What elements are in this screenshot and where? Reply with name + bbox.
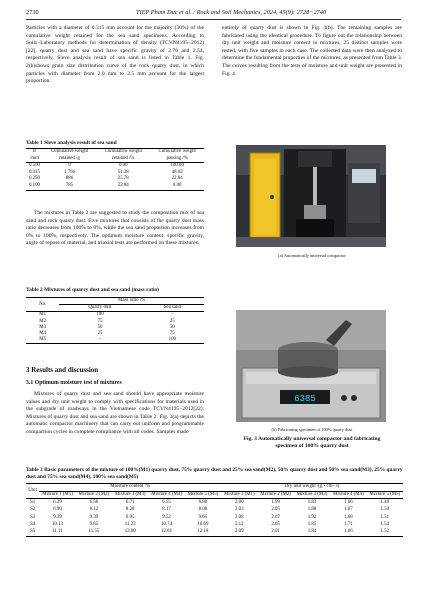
- table-cell: 6.90: [53, 507, 62, 513]
- table-cell: 1.54: [380, 522, 390, 528]
- table-cell: 75: [169, 331, 175, 337]
- table1-block: [26, 140, 204, 191]
- header-rule: [26, 19, 401, 20]
- table-cell: S2: [30, 507, 36, 513]
- table-cell: 8.17: [162, 507, 171, 513]
- table-cell: 1.85: [307, 522, 317, 528]
- table-cell: 1.51: [380, 514, 390, 520]
- table2-header: Sea sand: [163, 305, 181, 311]
- table-cell: 10.13: [51, 522, 63, 528]
- table-row: [26, 183, 204, 190]
- table-cell: 2.08: [235, 514, 244, 520]
- journal-citation: TIEP Pham Duc et al. / Rock and Soil Mechanics, 2024, 45(9): 2728−2740: [136, 9, 327, 16]
- table-cell: 22.84: [171, 176, 183, 182]
- table3-header: Mixture 3 (M3): [114, 491, 146, 497]
- table3-group-dry-weight: Dry unit weight /(g • cm−3): [221, 484, 403, 491]
- table-cell: 9.39: [53, 514, 62, 520]
- table3-block: [26, 467, 403, 537]
- table3-body: [26, 498, 403, 536]
- table3-group-moisture: Moisture content /%: [39, 484, 221, 491]
- table-cell: 12.81: [161, 529, 173, 535]
- table-cell: 1.66: [344, 529, 353, 535]
- table-row: [26, 337, 204, 344]
- table-cell: 100: [96, 312, 104, 318]
- table-cell: M4: [39, 331, 47, 337]
- table-cell: 25: [169, 318, 175, 324]
- left-column-mid: [26, 210, 204, 248]
- table-cell: 25.78: [117, 176, 129, 182]
- table-cell: 886: [65, 176, 74, 182]
- table-cell: 6.80: [198, 499, 208, 505]
- table1: [26, 148, 204, 191]
- table2: [26, 297, 204, 344]
- table-cell: S1: [30, 499, 36, 505]
- table-cell: 9.85: [89, 522, 99, 528]
- table-row: [26, 170, 204, 177]
- table-cell: S4: [30, 522, 36, 528]
- table3-header: Mixture 5 (M5): [187, 491, 219, 497]
- table-cell: 2.12: [235, 522, 244, 528]
- table-cell: 2.09: [235, 529, 244, 535]
- specimen-photo: [236, 310, 386, 422]
- table-cell: −: [98, 337, 102, 343]
- table-row: [26, 506, 403, 513]
- table2-caption: Table 2 Mixtures of quarry dust and sea sand (mass ratio): [26, 287, 159, 293]
- table-cell: 12.18: [197, 529, 209, 535]
- table-cell: 25: [97, 331, 103, 337]
- section-heading-3-1: 3.1 Optimum moisture test of mixtures: [26, 380, 122, 386]
- table-cell: 100.00: [170, 163, 184, 169]
- table-cell: 2.05: [271, 522, 280, 528]
- table-cell: 1.68: [344, 514, 353, 520]
- table-cell: 6.71: [125, 499, 135, 505]
- table-cell: 1.92: [307, 514, 317, 520]
- scale-readout: 6385: [294, 394, 316, 404]
- table-cell: 0.00: [118, 163, 128, 169]
- table-cell: 0.315: [28, 169, 40, 175]
- table-cell: 2.03: [235, 507, 244, 513]
- table3-caption: Table 3 Basic parameters of the mixture of 100%(M1) quarry dust, 75% quarry dust and 25% sea sand(M2), 50% quarry dust and 50% sea sand(M3), 25% quarry dust and 75% sea sand(M4), 100% sea sand(M5): [26, 467, 403, 481]
- table-cell: 11.55: [88, 529, 100, 535]
- paragraph-mixtures: The mixtures in Table 2 are suggested to study the composition mix of sea sand and rock quarry dust. Five mixtures that consists of the quarry dust mass ratio decreases from 100% to 0%, while the sea sand proportion increases from 0% to 100%, respectively. The optimum moisture content, specific gravity, angle of repose of material, and triaxial tests are performed on these mixtures.: [26, 210, 204, 247]
- paragraph-moisture: Mixtures of quarry dust and sea sand should have appropriate moisture values and dry unit weight to comply with specifications for materials used in the subgrade of roadways in the Vietnamese code TCVN4195−2012[22]. Mixtures of quarry dust and sea sand are shown in Table 2. Fig. 3(a) depicts the automatic compactor machinery that can carry out uniform and programmable compaction cycles in complete compliance with all codes. Samples made: [26, 391, 204, 435]
- table-cell: 50: [97, 324, 103, 330]
- table3-header: Mixture 5 (M5): [369, 491, 401, 497]
- table-row: [26, 514, 403, 521]
- table-cell: 785: [65, 182, 74, 188]
- table-cell: 0.250: [28, 176, 40, 182]
- table-cell: 0: [68, 163, 71, 169]
- table3-header: Mixture 3 (M3): [296, 491, 328, 497]
- table-cell: 9.65: [198, 514, 208, 520]
- table-cell: 1.52: [380, 529, 390, 535]
- table-cell: 1.66: [344, 499, 353, 505]
- table-cell: 10.74: [161, 522, 173, 528]
- table-cell: M2: [39, 318, 47, 324]
- compactor-illustration: [236, 145, 386, 247]
- table-cell: 6.29: [53, 499, 62, 505]
- table-cell: 22.84: [117, 182, 129, 188]
- table2-no-header: No.: [26, 298, 59, 312]
- table-cell: 9.95: [125, 514, 135, 520]
- table3-unit-header: Unit: [26, 484, 39, 498]
- table1-header: Cumulative weight passing /%: [158, 149, 196, 161]
- table-cell: 1.99: [271, 499, 280, 505]
- figure-3-caption: Fig. 3 Automatically universal compactor and fabricating specimen of 100% quarry dust: [243, 436, 381, 449]
- table-cell: 1.84: [307, 529, 317, 535]
- section-heading-3: 3 Results and discussion: [26, 366, 99, 374]
- figure-3a-caption: (a) Automatically universal compactor: [278, 253, 346, 258]
- table-cell: 0.500: [28, 163, 40, 169]
- table2-block: [26, 287, 204, 344]
- table-cell: 6.55: [162, 499, 171, 505]
- table-cell: −: [170, 312, 174, 318]
- table3: [26, 483, 403, 536]
- table-cell: 1.67: [344, 507, 353, 513]
- table-cell: 1.71: [344, 522, 353, 528]
- table-cell: 2.05: [271, 507, 280, 513]
- specimen-illustration: [236, 310, 386, 422]
- table3-header: Mixture 1 (M1): [223, 491, 255, 497]
- table-cell: 8.08: [198, 507, 208, 513]
- table3-header: Mixture 1 (M1): [42, 491, 73, 497]
- table-cell: 10.69: [197, 522, 209, 528]
- table-cell: 2.00: [235, 499, 244, 505]
- running-header: [26, 9, 401, 21]
- table1-header: Cumulative weight retained /%: [104, 149, 142, 161]
- table2-group-header: Mass ratio /%: [59, 298, 204, 305]
- table-cell: 8.12: [89, 507, 99, 513]
- figure-3b-caption: (b) Fabricating specimen of 100% quarry dust: [271, 427, 353, 432]
- table-row: [26, 176, 204, 183]
- paragraph-materials: Particles with a diameter of 0.315 mm account for the majority (30%) of the cumulative weight retained for the sea sand specimens. According to Soils−Laboratory methods for determination of density (TCVN4195−2012)[22], quarry dust and sea sand have specific gravity of 2.76 and 2.54, respectively. Sieve analysis result of sea sand is listed in Table 1. Fig. 2(b)shows grain size distribution curve of the rock quarry dust, in which particles with diameter from 2.0 mm to 2.5 mm account for the largest proportion.: [26, 25, 204, 85]
- table-cell: 11.23: [124, 522, 136, 528]
- table-cell: 9.39: [89, 514, 99, 520]
- table-cell: 2.07: [271, 514, 280, 520]
- table-cell: 1.83: [307, 499, 317, 505]
- table-cell: 8.28: [125, 507, 135, 513]
- right-column-top: [222, 25, 402, 78]
- table-cell: M1: [39, 312, 47, 318]
- table1-header: Cumulative weight retained /g: [50, 149, 89, 161]
- left-column-bottom: [26, 391, 204, 437]
- table-cell: 0.00: [172, 182, 182, 188]
- table-cell: 1.50: [380, 507, 390, 513]
- table-cell: 75: [97, 318, 103, 324]
- table3-header: Mixture 4 (M4): [151, 491, 182, 497]
- table-row: [26, 312, 204, 319]
- table-row: [26, 163, 204, 170]
- table-cell: 0.100: [28, 182, 40, 188]
- table-cell: 50: [169, 324, 175, 330]
- table-row: [26, 521, 403, 528]
- table-cell: 100: [168, 337, 176, 343]
- table3-header: Mixture 4 (M4): [333, 491, 364, 497]
- table-cell: 6.58: [89, 499, 99, 505]
- table-cell: S5: [30, 529, 36, 535]
- table-row: [26, 498, 403, 506]
- table-cell: 11.11: [52, 529, 63, 535]
- table1-header: D /mm: [30, 149, 39, 161]
- table-cell: M5: [39, 337, 47, 343]
- table3-header: Mixture 2 (M2): [260, 491, 291, 497]
- table-cell: 9.52: [162, 514, 171, 520]
- table-cell: 2.01: [271, 529, 280, 535]
- page-number: 2730: [26, 9, 39, 16]
- table-cell: S3: [30, 514, 36, 520]
- table1-caption: Table 1 Sieve analysis result of sea sand: [26, 140, 117, 146]
- compactor-photo: [236, 145, 386, 247]
- paragraph-samples: entirely of quarry dust is shown in Fig. 3(b). The remaining samples are fabricated using the identical procedure. To figure out the relationship between dry unit weight and moisture content in mixtures, 25 distinct samples were tested, with five samples in each case. The collected data were then analyzed to determine the fundamental properties of the mixtures, as presented from Table 3. The curves resulting from the tests of moisture and unit weight are presented in Fig. 4.: [222, 25, 402, 77]
- table-cell: M3: [39, 324, 47, 330]
- table-cell: 1 766: [64, 169, 76, 175]
- table2-header: Quarry dust: [88, 305, 112, 311]
- table-row: [26, 528, 403, 536]
- table-cell: 1.88: [307, 507, 317, 513]
- left-column-top: [26, 25, 204, 86]
- table-cell: 1.49: [380, 499, 390, 505]
- table-cell: 51.38: [117, 169, 129, 175]
- table3-header: Mixture 2 (M2): [78, 491, 110, 497]
- table-cell: 13.00: [124, 529, 136, 535]
- table-cell: 48.62: [171, 169, 183, 175]
